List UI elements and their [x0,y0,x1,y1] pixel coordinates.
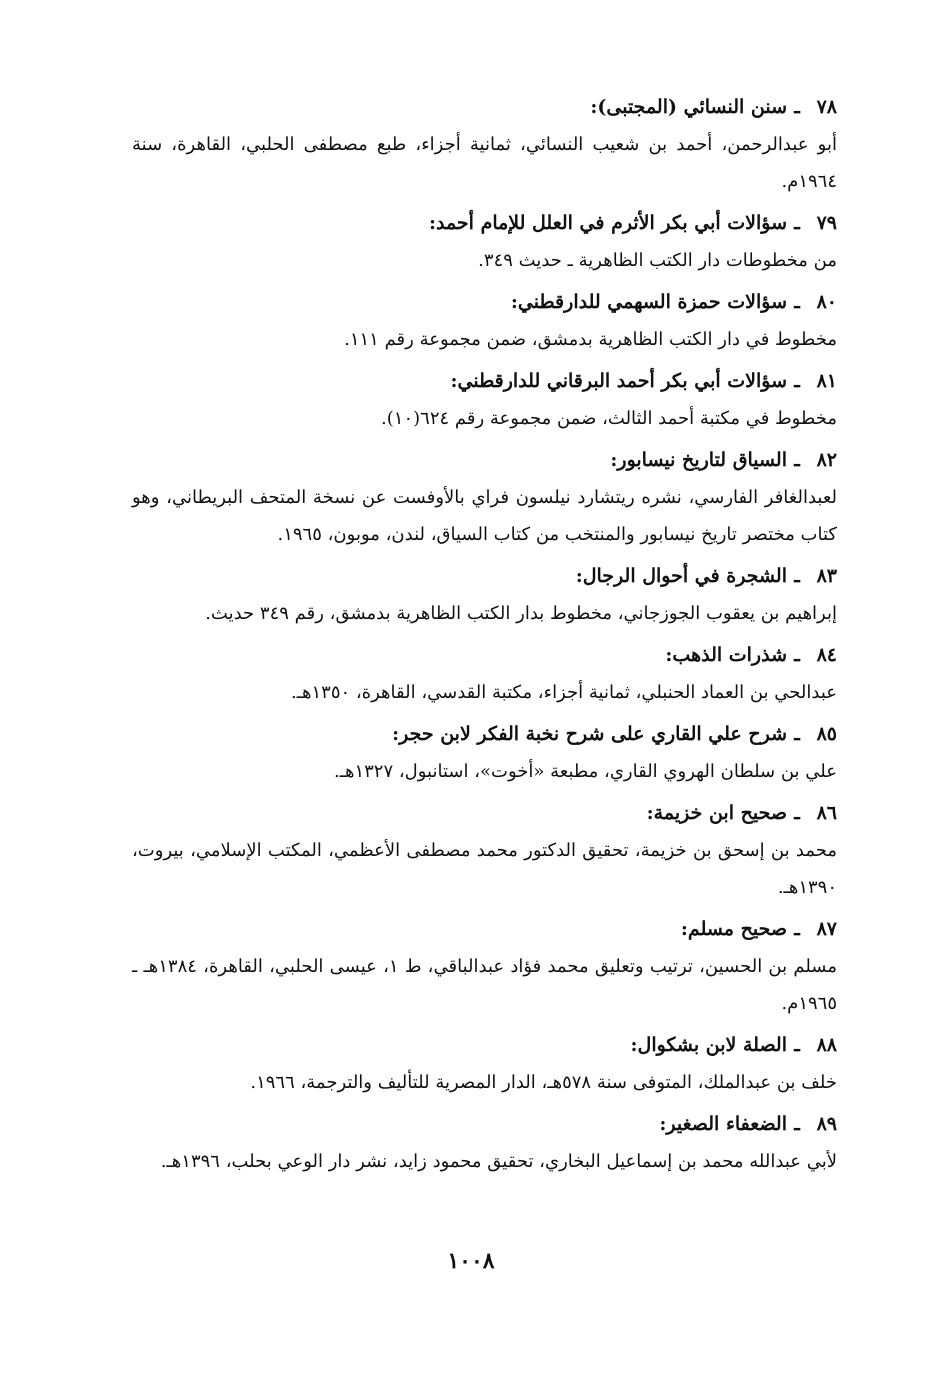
entry-heading [132,557,837,595]
entry-title: صحيح مسلم: [680,918,787,940]
entry-heading [132,88,837,126]
entry-description: مخطوط في دار الكتب الظاهرية بدمشق، ضمن مجموعة رقم ١١١. [344,329,837,350]
entry-description: عبدالحي بن العماد الحنبلي، ثمانية أجزاء، مكتبة القدسي، القاهرة، ١٣٥٠هـ. [290,682,837,703]
entry-dash: ـ [794,370,800,392]
entry-89 [132,1105,837,1180]
entry-number: ٧٩ [816,212,837,234]
entry-dash: ـ [794,918,800,940]
bibliography-list [132,88,837,1184]
entry-description: مسلم بن الحسين، ترتيب وتعليق محمد فؤاد عبدالباقي، ط ١، عيسى الحلبي، القاهرة، ١٣٨٤هـ ـ ١٩٦٥م. [132,956,837,1014]
entry-description: لأبي عبدالله محمد بن إسماعيل البخاري، تحقيق محمود زايد، نشر دار الوعي بحلب، ١٣٩٦هـ. [160,1151,837,1172]
entry-title: الصلة لابن بشكوال: [630,1034,787,1056]
entry-78 [132,88,837,200]
entry-86 [132,794,837,906]
entry-number: ٨٢ [816,449,837,471]
entry-heading [132,362,837,400]
entry-heading [132,441,837,479]
entry-title: الشجرة في أحوال الرجال: [575,565,787,587]
entry-dash: ـ [794,449,800,471]
entry-description: إبراهيم بن يعقوب الجوزجاني، مخطوط بدار الكتب الظاهرية بدمشق، رقم ٣٤٩ حديث. [205,603,837,624]
entry-title: شذرات الذهب: [665,644,787,666]
entry-number: ٨٣ [816,565,837,587]
entry-number: ٧٨ [816,96,837,118]
entry-heading [132,715,837,753]
entry-heading [132,636,837,674]
entry-title: السياق لتاريخ نيسابور: [610,449,787,471]
entry-number: ٨٤ [816,644,837,666]
entry-title: سؤالات حمزة السهمي للدارقطني: [510,291,787,313]
entry-dash: ـ [794,565,800,587]
entry-description: من مخطوطات دار الكتب الظاهرية ـ حديث ٣٤٩. [478,250,837,271]
entry-title: سؤالات أبي بكر الأثرم في العلل للإمام أحمد: [428,212,787,234]
entry-description: محمد بن إسحق بن خزيمة، تحقيق الدكتور محمد مصطفى الأعظمي، المكتب الإسلامي، بيروت، ١٣٩٠هـ. [132,840,837,898]
entry-84 [132,636,837,711]
entry-number: ٨١ [816,370,837,392]
entry-dash: ـ [794,644,800,666]
entry-number: ٨٥ [816,723,837,745]
entry-title: شرح علي القاري على شرح نخبة الفكر لابن حجر: [392,723,787,745]
entry-number: ٨٩ [816,1113,837,1135]
entry-dash: ـ [794,212,800,234]
entry-description: مخطوط في مكتبة أحمد الثالث، ضمن مجموعة رقم ٦٢٤(١٠). [381,408,837,429]
entry-dash: ـ [794,723,800,745]
entry-heading [132,794,837,832]
page-number: ١٠٠٨ [447,1248,495,1274]
entry-dash: ـ [794,1034,800,1056]
entry-heading [132,1105,837,1143]
entry-heading [132,910,837,948]
entry-number: ٨٠ [816,291,837,313]
entry-number: ٨٦ [816,802,837,824]
entry-79 [132,204,837,279]
entry-description: خلف بن عبدالملك، المتوفى سنة ٥٧٨هـ، الدار المصرية للتأليف والترجمة، ١٩٦٦. [250,1072,837,1093]
entry-88 [132,1026,837,1101]
entry-title: سنن النسائي (المجتبى): [590,96,787,118]
entry-heading [132,1026,837,1064]
entry-dash: ـ [794,96,800,118]
entry-dash: ـ [794,1113,800,1135]
entry-description: لعبدالغافر الفارسي، نشره ريتشارد نيلسون فراي بالأوفست عن نسخة المتحف البريطاني، وهو كتاب مختصر تاريخ نيسابور والمنتخب من كتاب السياق، لندن، موبون، ١٩٦٥. [132,487,837,545]
entry-80 [132,283,837,358]
entry-number: ٨٨ [816,1034,837,1056]
entry-dash: ـ [794,802,800,824]
entry-heading [132,204,837,242]
entry-description: علي بن سلطان الهروي القاري، مطبعة «أخوت»، استانبول، ١٣٢٧هـ. [333,761,837,782]
entry-82 [132,441,837,553]
entry-heading [132,283,837,321]
entry-title: سؤالات أبي بكر أحمد البرقاني للدارقطني: [450,370,787,392]
entry-87 [132,910,837,1022]
entry-title: الضعفاء الصغير: [659,1113,787,1135]
entry-85 [132,715,837,790]
entry-81 [132,362,837,437]
entry-description: أبو عبدالرحمن، أحمد بن شعيب النسائي، ثمانية أجزاء، طبع مصطفى الحلبي، القاهرة، سنة ١٩٦٤م. [132,134,837,192]
entry-title: صحيح ابن خزيمة: [646,802,787,824]
entry-dash: ـ [794,291,800,313]
entry-83 [132,557,837,632]
entry-number: ٨٧ [816,918,837,940]
